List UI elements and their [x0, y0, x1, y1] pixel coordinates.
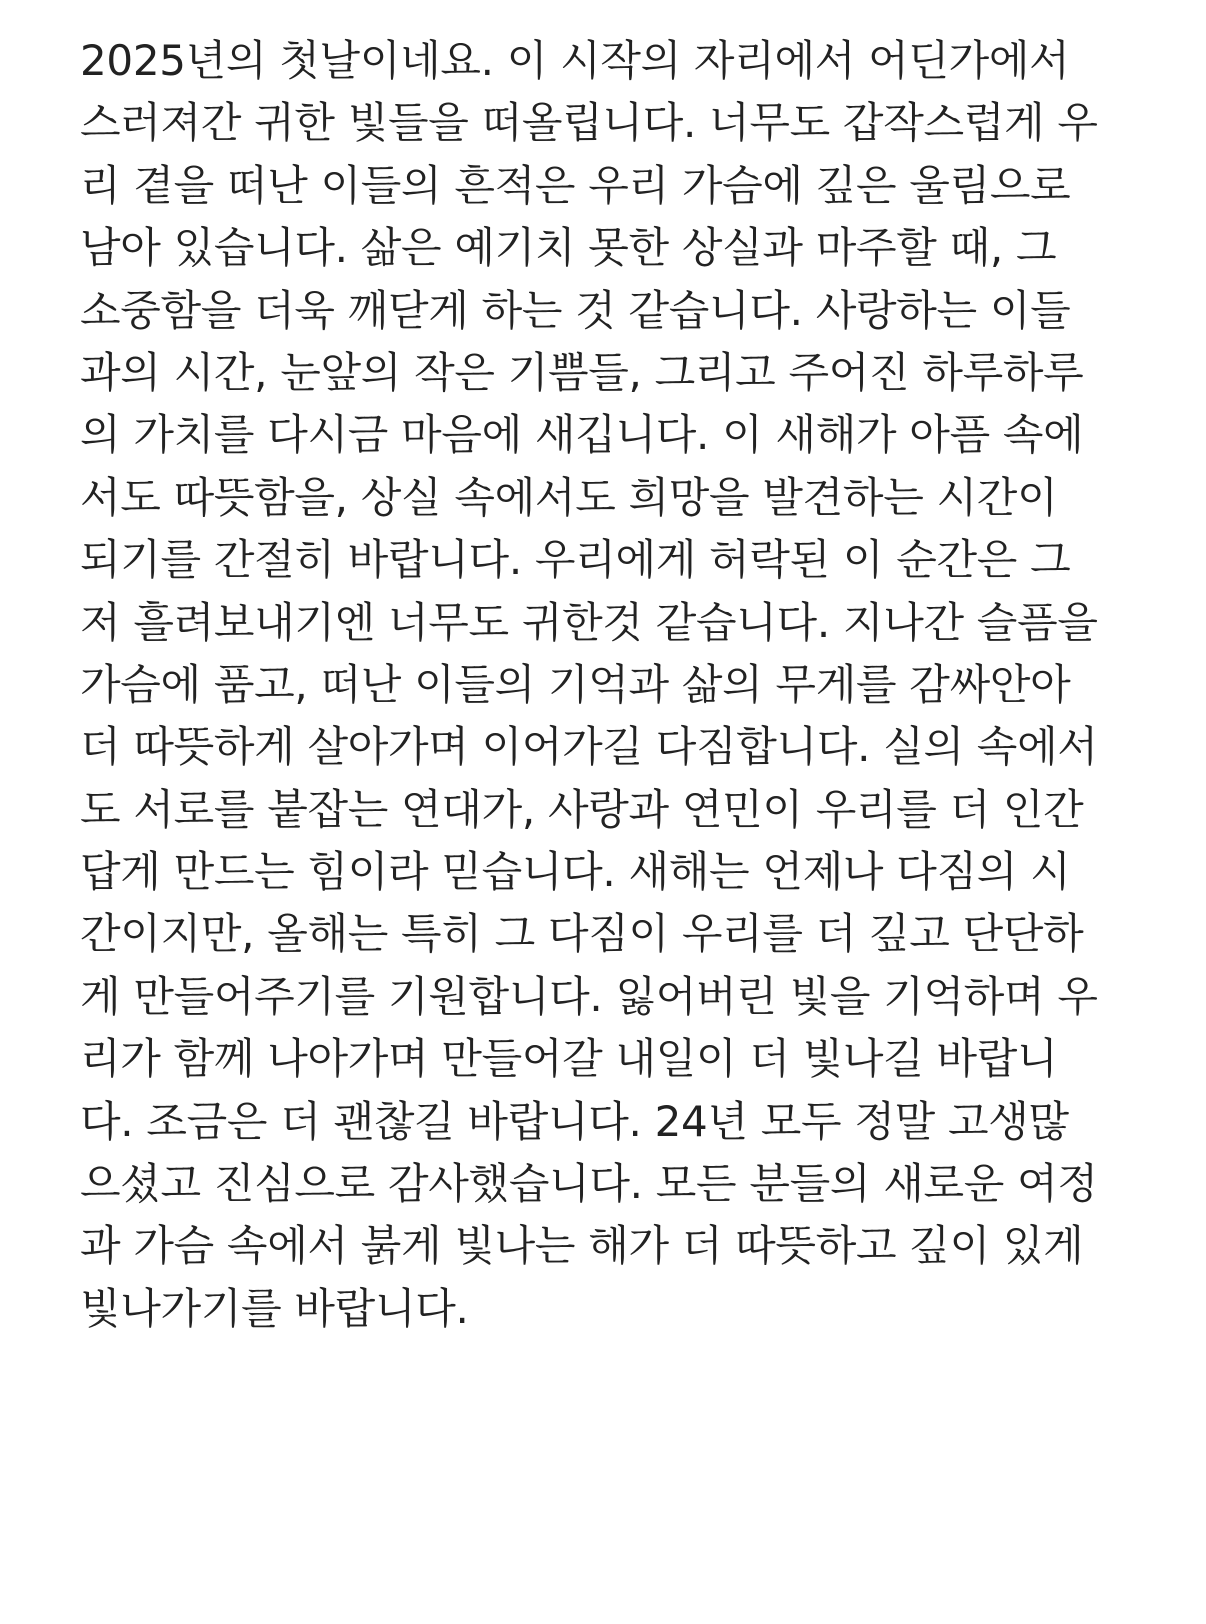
text-line: 리 곁을 떠난 이들의 흔적은 우리 가슴에 깊은 울림으로 [80, 160, 1071, 210]
text-line: 남아 있습니다. 삶은 예기치 못한 상실과 마주할 때, 그 [80, 223, 1057, 273]
text-line: 소중함을 더욱 깨닫게 하는 것 같습니다. 사랑하는 이들 [80, 285, 1071, 335]
text-line: 되기를 간절히 바랍니다. 우리에게 허락된 이 순간은 그 [80, 535, 1071, 585]
text-line: 답게 만드는 힘이라 믿습니다. 새해는 언제나 다짐의 시 [80, 847, 1071, 897]
text-line: 2025년의 첫날이네요. 이 시작의 자리에서 어딘가에서 [80, 36, 1070, 85]
text-line: 도 서로를 붙잡는 연대가, 사랑과 연민이 우리를 더 인간 [80, 784, 1084, 834]
text-line: 과 가슴 속에서 붉게 빛나는 해가 더 따뜻하고 깊이 있게 [80, 1221, 1084, 1271]
text-line: 으셨고 진심으로 감사했습니다. 모든 분들의 새로운 여정 [80, 1159, 1098, 1209]
text-line: 더 따뜻하게 살아가며 이어가길 다짐합니다. 실의 속에서 [80, 722, 1098, 772]
body-text [80, 30, 1140, 1340]
text-line: 다. 조금은 더 괜찮길 바랍니다. 24년 모두 정말 고생많 [80, 1096, 1069, 1146]
text-line: 스러져간 귀한 빛들을 떠올립니다. 너무도 갑작스럽게 우 [80, 98, 1098, 148]
text-line: 가슴에 품고, 떠난 이들의 기억과 삶의 무게를 감싸안아 [80, 659, 1071, 709]
text-line: 의 가치를 다시금 마음에 새깁니다. 이 새해가 아픔 속에 [80, 410, 1084, 460]
text-line: 빛나가기를 바랍니다. [80, 1283, 469, 1333]
text-line: 리가 함께 나아가며 만들어갈 내일이 더 빛나길 바랍니 [80, 1034, 1058, 1084]
text-line: 간이지만, 올해는 특히 그 다짐이 우리를 더 깊고 단단하 [80, 909, 1084, 959]
text-line: 과의 시간, 눈앞의 작은 기쁨들, 그리고 주어진 하루하루 [80, 347, 1084, 397]
text-line: 저 흘려보내기엔 너무도 귀한것 같습니다. 지나간 슬픔을 [80, 597, 1098, 647]
text-line: 게 만들어주기를 기원합니다. 잃어버린 빛을 기억하며 우 [80, 971, 1098, 1021]
text-line: 서도 따뜻함을, 상실 속에서도 희망을 발견하는 시간이 [80, 472, 1058, 522]
